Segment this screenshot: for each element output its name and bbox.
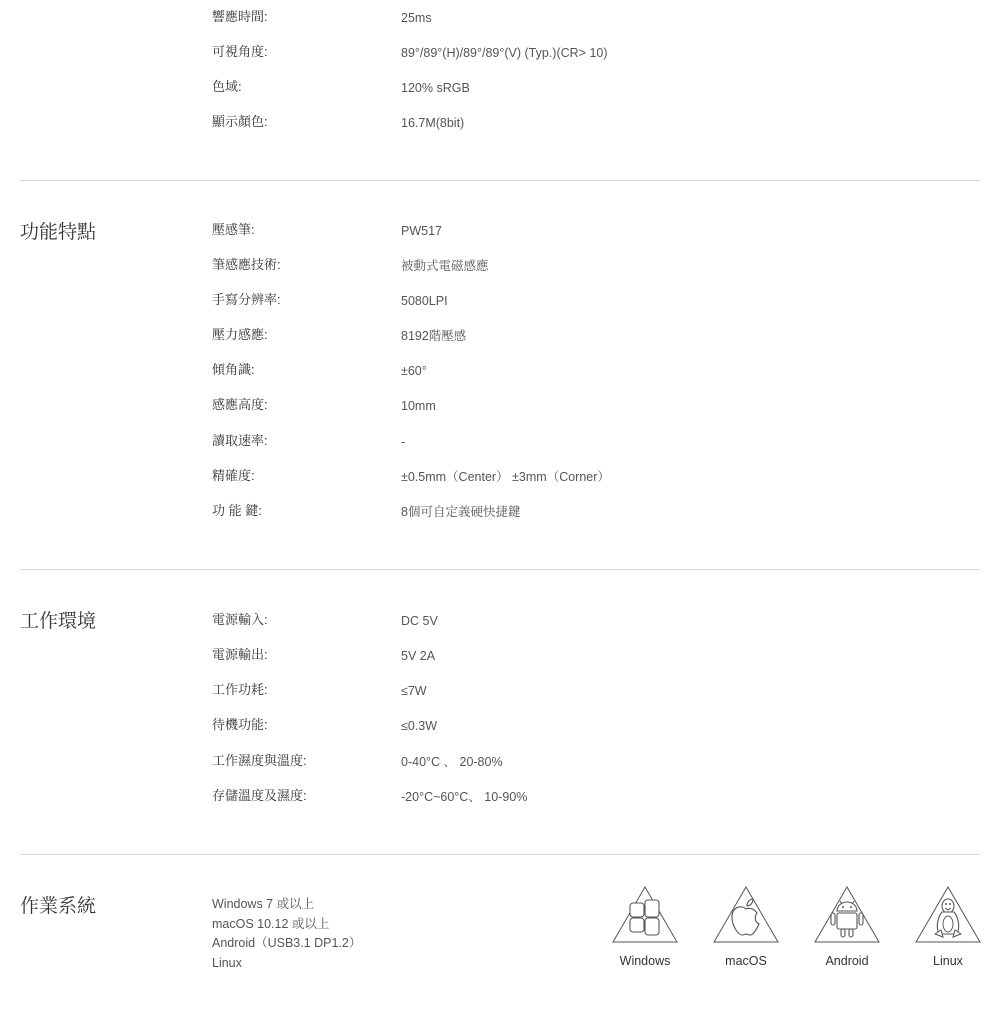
spec-label: 手寫分辨率:	[212, 292, 281, 307]
apple-icon	[711, 884, 781, 948]
spec-label: 響應時間:	[212, 9, 268, 24]
os-list	[212, 895, 361, 973]
spec-value: 5V 2A	[401, 649, 436, 663]
spec-label: 壓感筆:	[212, 222, 255, 237]
spec-label: 讀取速率:	[212, 433, 268, 448]
windows-icon	[610, 884, 680, 948]
spec-value: ±60°	[401, 364, 427, 378]
spec-label: 可視角度:	[212, 44, 268, 59]
spec-label: 顯示顏色:	[212, 114, 268, 129]
spec-value: 0-40°C 、 20-80%	[401, 755, 503, 769]
spec-label: 電源輸出:	[212, 647, 268, 662]
spec-label: 壓力感應:	[212, 327, 268, 342]
os-line: Android（USB3.1 DP1.2）	[212, 936, 362, 950]
spec-row-pressure	[0, 326, 1000, 361]
spec-row-viewing-angle	[0, 43, 1000, 78]
os-caption: macOS	[725, 954, 767, 968]
section-divider	[20, 180, 980, 181]
section-divider	[20, 569, 980, 570]
spec-label: 電源輸入:	[212, 612, 268, 627]
section-divider	[20, 854, 980, 855]
spec-value: 120% sRGB	[401, 81, 470, 95]
linux-icon	[913, 884, 983, 948]
spec-value: 5080LPI	[401, 294, 448, 308]
spec-label: 感應高度:	[212, 397, 268, 412]
spec-label: 精確度:	[212, 468, 255, 483]
spec-row-tilt	[0, 361, 1000, 396]
section-title-os: 作業系統	[20, 895, 97, 917]
spec-value: PW517	[401, 224, 442, 238]
spec-label: 工作功耗:	[212, 682, 268, 697]
spec-value: -	[401, 435, 406, 449]
spec-value: 16.7M(8bit)	[401, 116, 465, 130]
spec-label: 色域:	[212, 79, 242, 94]
spec-label: 傾角識:	[212, 362, 255, 377]
os-line: macOS 10.12 或以上	[212, 916, 330, 931]
os-icon-macos	[711, 884, 781, 974]
spec-row-display-colors	[0, 113, 1000, 148]
spec-row-pen-technology	[0, 256, 1000, 291]
spec-row-color-gamut	[0, 78, 1000, 113]
spec-label: 工作濕度與溫度:	[212, 753, 307, 768]
spec-label: 功 能 鍵:	[212, 503, 262, 518]
spec-value: 被動式電磁感應	[401, 259, 489, 273]
spec-value: DC 5V	[401, 614, 438, 628]
os-line: Windows 7 或以上	[212, 897, 315, 911]
spec-label: 筆感應技術:	[212, 257, 281, 272]
os-icon-windows	[610, 884, 680, 974]
spec-value: 8192階壓感	[401, 329, 467, 343]
spec-row-power-input	[0, 611, 1000, 646]
spec-value: ±0.5mm（Center） ±3mm（Corner）	[401, 470, 610, 484]
section-title-environment: 工作環境	[20, 610, 97, 632]
section-title-features: 功能特點	[20, 221, 97, 243]
os-caption: Android	[825, 954, 869, 968]
spec-row-power-output	[0, 646, 1000, 681]
spec-row-response-time	[0, 8, 1000, 43]
spec-value: 25ms	[401, 11, 432, 25]
android-icon	[812, 884, 882, 948]
spec-row-operating-conditions	[0, 752, 1000, 787]
spec-row-report-rate	[0, 432, 1000, 467]
spec-value: 10mm	[401, 399, 436, 413]
spec-value: 8個可自定義硬快捷鍵	[401, 505, 521, 519]
os-caption: Linux	[933, 954, 963, 968]
os-icon-linux	[913, 884, 983, 974]
os-icon-android	[812, 884, 882, 974]
spec-row-standby-power	[0, 716, 1000, 751]
spec-label: 存儲溫度及濕度:	[212, 788, 307, 803]
spec-row-function-keys	[0, 502, 1000, 537]
spec-value: ≤0.3W	[401, 719, 438, 733]
spec-row-pen	[0, 221, 1000, 256]
os-caption: Windows	[619, 954, 671, 968]
spec-row-sensing-height	[0, 396, 1000, 431]
spec-value: 89°/89°(H)/89°/89°(V) (Typ.)(CR> 10)	[401, 46, 608, 60]
spec-row-storage-conditions	[0, 787, 1000, 822]
spec-label: 待機功能:	[212, 717, 268, 732]
spec-row-resolution	[0, 291, 1000, 326]
spec-row-power-consumption	[0, 681, 1000, 716]
spec-value: -20°C~60°C、 10-90%	[401, 790, 528, 804]
os-line: Linux	[212, 955, 242, 970]
spec-value: ≤7W	[401, 684, 427, 698]
spec-row-accuracy	[0, 467, 1000, 502]
